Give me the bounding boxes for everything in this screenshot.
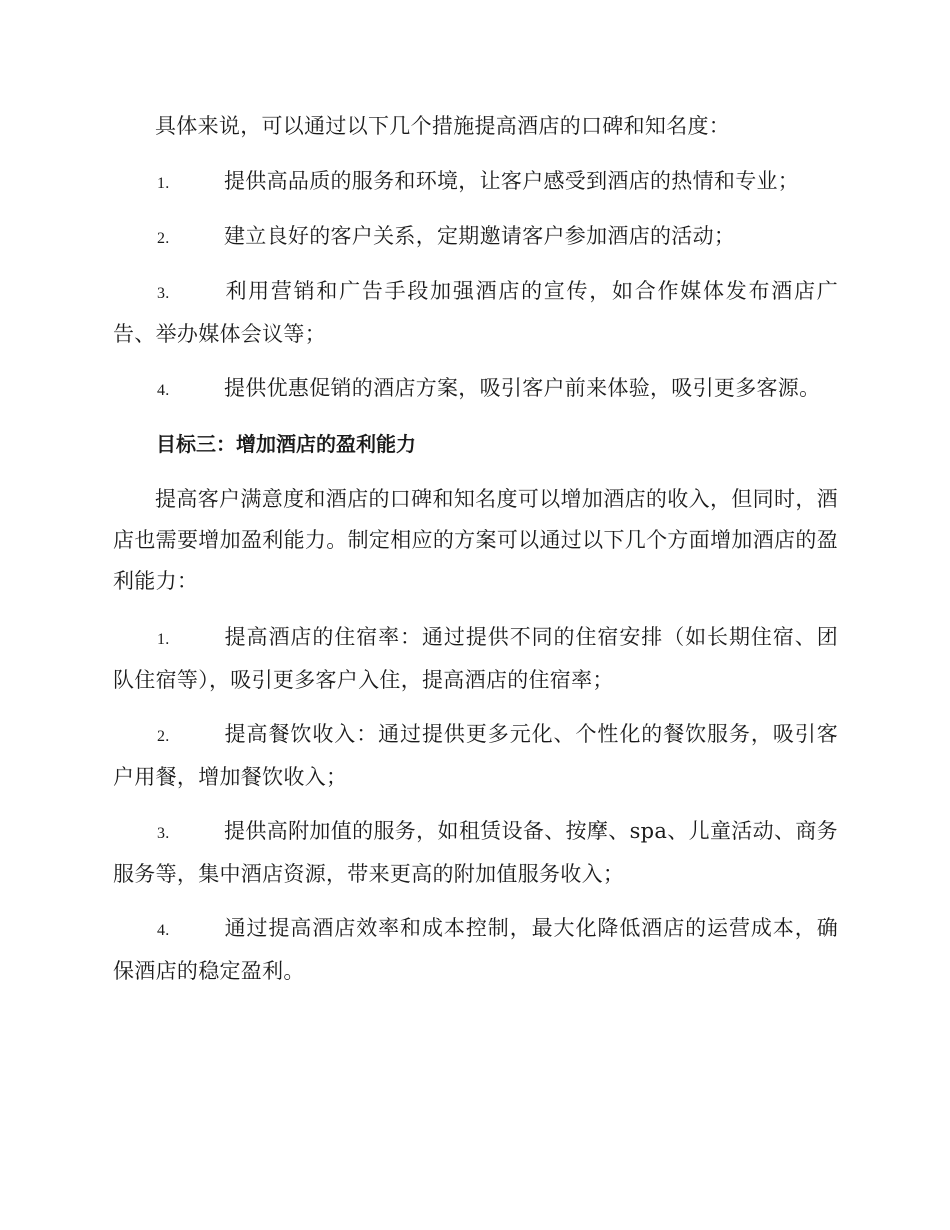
list1-item-3 — [113, 271, 838, 355]
list1-item-1 — [113, 161, 838, 204]
list-number: 1. — [157, 175, 170, 192]
list2-item-1 — [113, 617, 838, 701]
section-heading: 目标三：增加酒店的盈利能力 — [156, 432, 416, 456]
list-item-text: 建立良好的客户关系，定期邀请客户参加酒店的活动； — [224, 224, 736, 248]
list-number: 2. — [157, 728, 170, 745]
list-item-text: 利用营销和广告手段加强酒店的宣传，如合作媒体发布酒店广告、举办媒体会议等； — [113, 279, 838, 346]
list2-item-4 — [113, 908, 838, 992]
list-item-text: 提供优惠促销的酒店方案，吸引客户前来体验，吸引更多客源。 — [224, 376, 821, 400]
list-number: 1. — [157, 631, 170, 648]
list-number: 3. — [157, 825, 170, 842]
list-item-text: 通过提高酒店效率和成本控制，最大化降低酒店的运营成本，确保酒店的稳定盈利。 — [113, 916, 838, 983]
list-item-text: 提供高附加值的服务，如租赁设备、按摩、spa、儿童活动、商务服务等，集中酒店资源，带来更高的附加值服务收入； — [113, 819, 838, 886]
list-number: 2. — [157, 230, 170, 247]
list-item-text: 提高酒店的住宿率：通过提供不同的住宿安排（如长期住宿、团队住宿等），吸引更多客户入住，提高酒店的住宿率； — [113, 625, 838, 692]
list-number: 4. — [157, 922, 170, 939]
list-item-text: 提高餐饮收入：通过提供更多元化、个性化的餐饮服务，吸引客户用餐，增加餐饮收入； — [113, 722, 838, 789]
list2-item-2 — [113, 714, 838, 798]
list2-item-3 — [113, 811, 838, 895]
list-number: 4. — [157, 382, 170, 399]
list1-item-4 — [113, 368, 838, 411]
list-item-text: 提供高品质的服务和环境，让客户感受到酒店的热情和专业； — [224, 169, 800, 193]
list-number: 3. — [157, 285, 170, 302]
body-paragraph: 提高客户满意度和酒店的口碑和知名度可以增加酒店的收入，但同时，酒店也需要增加盈利能力。制定相应的方案可以通过以下几个方面增加酒店的盈利能力： — [113, 487, 838, 593]
list1-item-2 — [113, 216, 838, 259]
intro-paragraph: 具体来说，可以通过以下几个措施提高酒店的口碑和知名度： — [155, 114, 731, 138]
